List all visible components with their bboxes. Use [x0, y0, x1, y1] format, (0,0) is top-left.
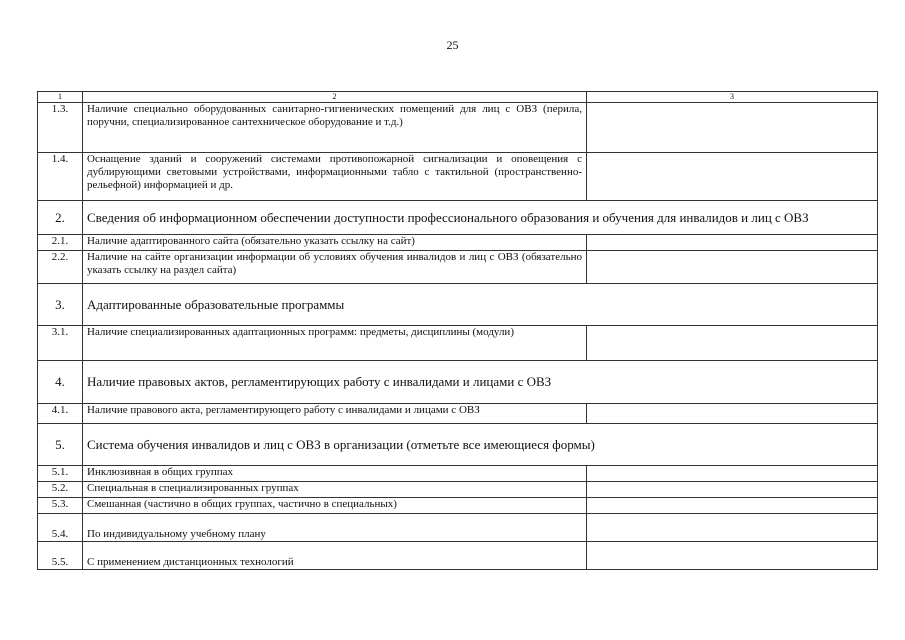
table-row: [38, 514, 878, 542]
section-number: 3.: [38, 284, 83, 326]
section-number: 2.: [38, 201, 83, 235]
row-indicator: По индивидуальному учебному плану: [83, 514, 587, 542]
row-indicator: Смешанная (частично в общих группах, частично в специальных): [83, 498, 587, 514]
row-indicator: Инклюзивная в общих группах: [83, 466, 587, 482]
row-indicator: Наличие специализированных адаптационных программ: предметы, дисциплины (модули): [83, 326, 587, 361]
column-numbers-row: [38, 92, 878, 103]
row-indicator: Наличие специально оборудованных санитарно-гигиенических помещений для лиц с ОВЗ (перила, поручни, специализированное сантехническое оборудование и т.д.): [83, 103, 587, 153]
row-value-cell[interactable]: [587, 514, 878, 542]
row-value-cell[interactable]: [587, 404, 878, 424]
row-number: 3.1.: [38, 326, 83, 361]
section-number: 5.: [38, 424, 83, 466]
row-number: 2.1.: [38, 235, 83, 251]
table-row: [38, 466, 878, 482]
table-row: [38, 153, 878, 201]
section-title: Система обучения инвалидов и лиц с ОВЗ в организации (отметьте все имеющиеся формы): [83, 424, 878, 466]
row-number: 5.1.: [38, 466, 83, 482]
row-indicator: Наличие адаптированного сайта (обязательно указать ссылку на сайт): [83, 235, 587, 251]
section-row: [38, 424, 878, 466]
section-row: [38, 201, 878, 235]
row-value-cell[interactable]: [587, 326, 878, 361]
column-number-3: 3: [587, 92, 878, 103]
row-indicator: С применением дистанционных технологий: [83, 542, 587, 570]
row-value-cell[interactable]: [587, 153, 878, 201]
row-number: 5.3.: [38, 498, 83, 514]
section-title: Сведения об информационном обеспечении доступности профессионального образования и обучения для инвалидов и лиц с ОВЗ: [83, 201, 878, 235]
table-row: [38, 542, 878, 570]
column-number-2: 2: [83, 92, 587, 103]
section-title: Адаптированные образовательные программы: [83, 284, 878, 326]
row-value-cell[interactable]: [587, 235, 878, 251]
section-row: [38, 361, 878, 404]
row-number: 5.5.: [38, 542, 83, 570]
section-number: 4.: [38, 361, 83, 404]
row-value-cell[interactable]: [587, 542, 878, 570]
row-value-cell[interactable]: [587, 466, 878, 482]
row-value-cell[interactable]: [587, 482, 878, 498]
row-value-cell[interactable]: [587, 251, 878, 284]
section-row: [38, 284, 878, 326]
table-row: [38, 404, 878, 424]
row-number: 1.4.: [38, 153, 83, 201]
accessibility-table: [37, 91, 878, 570]
row-number: 4.1.: [38, 404, 83, 424]
row-indicator: Наличие на сайте организации информации об условиях обучения инвалидов и лиц с ОВЗ (обязательно указать ссылку на раздел сайта): [83, 251, 587, 284]
row-value-cell[interactable]: [587, 498, 878, 514]
table-row: [38, 498, 878, 514]
row-number: 2.2.: [38, 251, 83, 284]
table-row: [38, 235, 878, 251]
table-row: [38, 326, 878, 361]
page-number: 25: [446, 38, 459, 52]
row-value-cell[interactable]: [587, 103, 878, 153]
row-number: 5.2.: [38, 482, 83, 498]
row-indicator: Наличие правового акта, регламентирующего работу с инвалидами и лицами с ОВЗ: [83, 404, 587, 424]
row-number: 5.4.: [38, 514, 83, 542]
table-row: [38, 103, 878, 153]
table-row: [38, 482, 878, 498]
column-number-1: 1: [38, 92, 83, 103]
row-number: 1.3.: [38, 103, 83, 153]
section-title: Наличие правовых актов, регламентирующих работу с инвалидами и лицами с ОВЗ: [83, 361, 878, 404]
row-indicator: Специальная в специализированных группах: [83, 482, 587, 498]
row-indicator: Оснащение зданий и сооружений системами противопожарной сигнализации и оповещения с дублирующими световыми устройствами, информационными табло с тактильной (пространственно-рельефной) информацией и др.: [83, 153, 587, 201]
table-row: [38, 251, 878, 284]
